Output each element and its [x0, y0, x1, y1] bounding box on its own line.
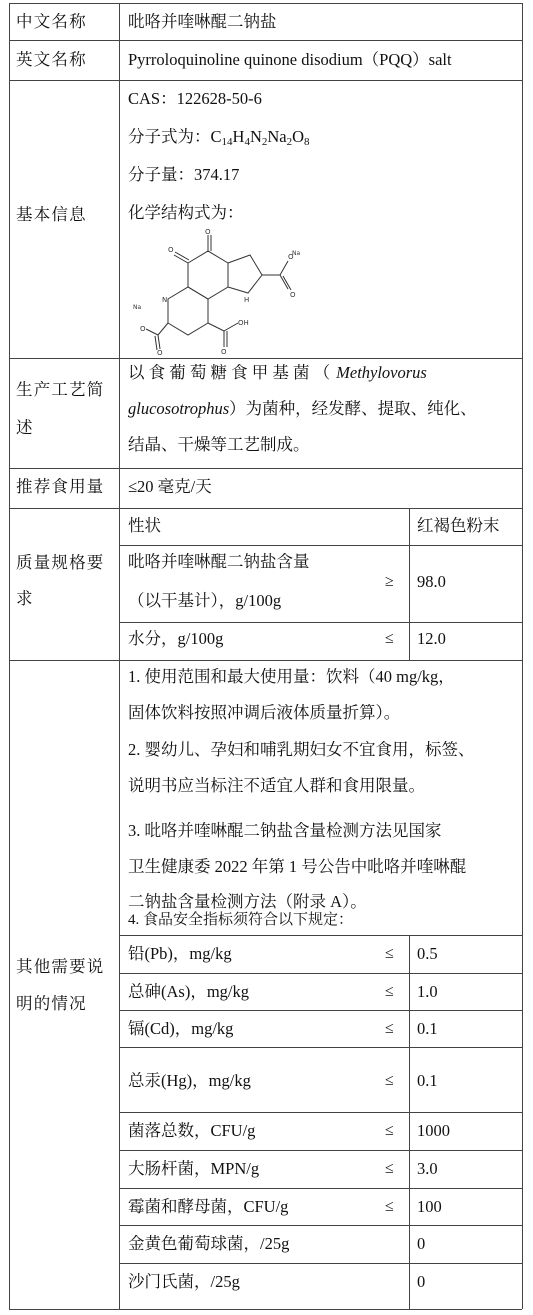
quality-item-name: 性状: [128, 516, 161, 535]
atom-label: N: [162, 296, 168, 304]
organism-name: Methylovorus: [336, 363, 427, 382]
formula-part: 8: [304, 136, 310, 148]
row-label-other-line1: 其他需要说: [16, 957, 105, 976]
rule: [9, 358, 522, 359]
process-line3: 结晶、干燥等工艺制成。: [128, 435, 310, 454]
limit-operator: ≤: [385, 1122, 394, 1139]
limit-operator: ≤: [385, 1020, 394, 1037]
chemical-structure-image: [128, 225, 318, 355]
limit-name: 大肠杆菌，MPN/g: [128, 1159, 260, 1178]
note-line: 说明书应当标注不适宜人群和食用限量。: [128, 776, 425, 795]
rule: [119, 1150, 522, 1151]
limit-value: 0: [417, 1234, 426, 1253]
limit-name: 铅(Pb)，mg/kg: [128, 944, 232, 963]
border-right: [522, 3, 523, 1309]
rule: [9, 660, 522, 661]
atom-label: O: [290, 291, 296, 299]
atom-label: O: [288, 253, 294, 261]
label-column-divider: [119, 3, 120, 1309]
organism-name: glucosotrophus: [128, 399, 230, 418]
atom-label: Na: [133, 304, 142, 311]
quality-item-value: 98.0: [417, 572, 446, 591]
quality-item-operator: ≤: [385, 630, 394, 647]
molecular-weight: 分子量：374.17: [128, 165, 240, 184]
atom-label: O: [140, 325, 146, 333]
quality-item-operator: ≥: [385, 573, 394, 590]
border-left: [9, 3, 10, 1309]
limit-operator: ≤: [385, 1198, 394, 1215]
rule: [119, 1010, 522, 1011]
quality-item-name: 吡咯并喹啉醌二钠盐含量: [128, 552, 310, 571]
limit-operator: ≤: [385, 983, 394, 1000]
rule: [119, 1188, 522, 1189]
limit-value: 0.1: [417, 1071, 438, 1090]
row-label-cn-name: 中文名称: [16, 12, 87, 31]
note-line: 2. 婴幼儿、孕妇和哺乳期妇女不宜食用，标签、: [128, 740, 475, 759]
limit-name: 霉菌和酵母菌，CFU/g: [128, 1197, 289, 1216]
limit-operator: ≤: [385, 1160, 394, 1177]
limit-name: 镉(Cd)，mg/kg: [128, 1019, 234, 1038]
rule: [9, 40, 522, 41]
rule: [119, 973, 522, 974]
rule: [119, 935, 522, 936]
rule: [119, 1263, 522, 1264]
atom-label: Na: [292, 250, 301, 257]
dosage-value: ≤20 毫克/天: [128, 477, 212, 496]
quality-item-name: 水分，g/100g: [128, 629, 224, 648]
formula-part: Na: [267, 127, 287, 146]
row-label-dosage: 推荐食用量: [16, 477, 105, 496]
rule: [9, 1309, 522, 1310]
row-label-quality-line1: 质量规格要: [16, 553, 105, 572]
formula-part: 4: [244, 136, 250, 148]
value-column-divider: [409, 935, 410, 1309]
limit-value: 0: [417, 1272, 426, 1291]
atom-label: O: [157, 349, 163, 355]
limit-name: 沙门氏菌，/25g: [128, 1272, 240, 1291]
rule: [119, 1112, 522, 1113]
rule: [119, 545, 522, 546]
limit-value: 0.1: [417, 1019, 438, 1038]
rule: [119, 1047, 522, 1048]
atom-label: H: [244, 296, 250, 304]
rule: [119, 622, 522, 623]
rule: [9, 468, 522, 469]
formula-part: 2: [286, 136, 293, 148]
process-line1: [128, 363, 427, 383]
note-line: 固体饮料按照冲调后液体质量折算）。: [128, 703, 401, 722]
limit-name: 菌落总数，CFU/g: [128, 1121, 256, 1140]
process-text: 以 食 葡 萄 糖 食 甲 基 菌 （: [128, 363, 331, 382]
note-line: 4. 食品安全指标须符合以下规定：: [128, 912, 354, 928]
rule: [119, 1225, 522, 1226]
formula-part: 14: [221, 136, 233, 148]
formula-part: O: [292, 127, 305, 146]
row-label-quality-line2: 求: [16, 589, 34, 608]
note-line: 卫生健康委 2022 年第 1 号公告中吡咯并喹啉醌: [128, 857, 467, 876]
limit-value: 3.0: [417, 1159, 438, 1178]
quality-item-name: （以干基计），g/100g: [128, 591, 282, 610]
limit-value: 100: [417, 1197, 442, 1216]
quality-item-value: 12.0: [417, 629, 446, 648]
en-name-value: Pyrroloquinoline quinone disodium（PQQ）salt: [128, 50, 452, 69]
quality-item-value: 红褐色粉末: [417, 516, 500, 535]
cn-name-value: 吡咯并喹啉醌二钠盐: [128, 12, 277, 31]
limit-value: 1000: [417, 1121, 450, 1140]
note-line: 1. 使用范围和最大使用量：饮料（40 mg/kg，: [128, 667, 455, 686]
formula-part: C: [210, 127, 222, 146]
value-column-divider: [409, 508, 410, 660]
molecular-formula: [128, 127, 310, 147]
limit-value: 0.5: [417, 944, 438, 963]
atom-label: O: [205, 228, 211, 236]
atom-label: O: [168, 246, 174, 254]
structure-label: 化学结构式为：: [128, 203, 244, 222]
formula-part: H: [232, 127, 245, 146]
row-label-process-line1: 生产工艺简: [16, 380, 105, 399]
limit-value: 1.0: [417, 982, 438, 1001]
note-line: 二钠盐含量检测方法（附录 A）。: [128, 892, 367, 911]
limit-name: 总砷(As)，mg/kg: [128, 982, 249, 1001]
process-line2: [128, 399, 477, 419]
rule: [9, 508, 522, 509]
limit-operator: ≤: [385, 945, 394, 962]
row-label-other-line2: 明的情况: [16, 994, 87, 1013]
formula-part: N: [249, 127, 262, 146]
process-text: ）为菌种，经发酵、提取、纯化、: [229, 399, 477, 418]
formula-prefix: 分子式为：: [128, 127, 211, 146]
cas-number: CAS：122628-50-6: [128, 89, 262, 108]
formula-part: 2: [261, 136, 268, 148]
rule: [9, 3, 522, 4]
limit-name: 金黄色葡萄球菌，/25g: [128, 1234, 290, 1253]
atom-label: O: [221, 348, 227, 355]
atom-label: OH: [238, 319, 249, 327]
row-label-basic-info: 基本信息: [16, 205, 87, 224]
rule: [9, 80, 522, 81]
row-label-en-name: 英文名称: [16, 50, 87, 69]
limit-operator: ≤: [385, 1072, 394, 1089]
row-label-process-line2: 述: [16, 418, 34, 437]
note-line: 3. 吡咯并喹啉醌二钠盐含量检测方法见国家: [128, 821, 442, 840]
limit-name: 总汞(Hg)，mg/kg: [128, 1071, 251, 1090]
